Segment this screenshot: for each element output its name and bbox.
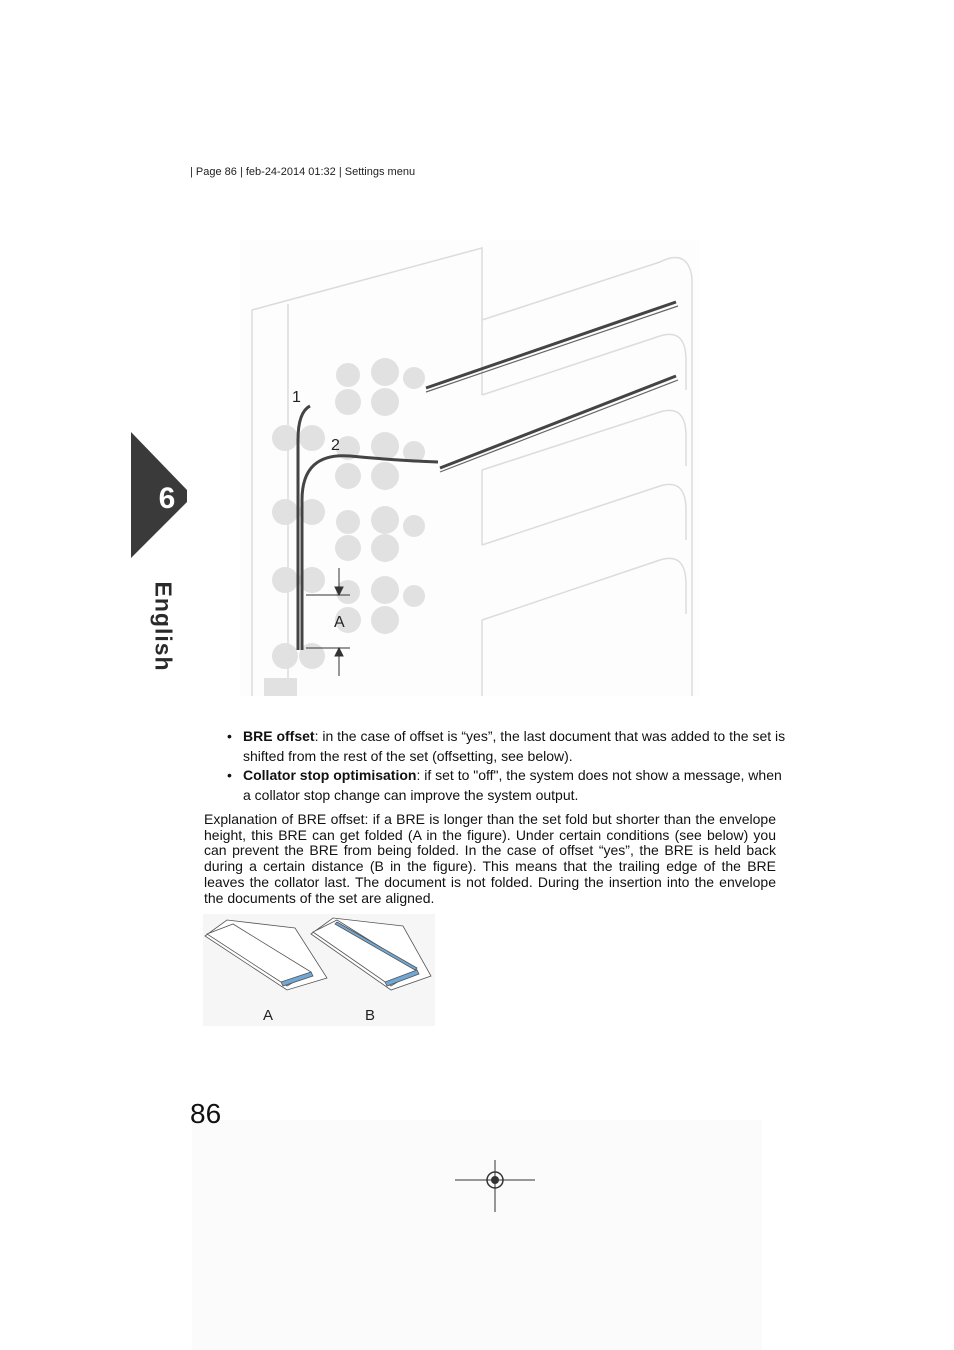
- label-2: 2: [331, 437, 340, 454]
- small-label-a: A: [263, 1007, 274, 1024]
- label-1: 1: [292, 389, 301, 406]
- chapter-tab: [131, 432, 187, 558]
- bullet-collator-stop: • Collator stop optimisation: if set to "off", the system does not show a message, when a collator stop change can improve the system output.: [227, 767, 782, 803]
- page-number: 86: [190, 1098, 222, 1129]
- term-bre-offset: BRE offset: [243, 728, 315, 744]
- collator-figure: [240, 240, 700, 696]
- desc-collator-stop: : if set to "off", the system does not show a message, when a collator stop change can improve the system output.: [243, 767, 782, 803]
- term-collator-stop: Collator stop optimisation: [243, 767, 417, 783]
- running-header: | Page 86 | feb-24-2014 01:32 | Settings menu: [190, 166, 416, 178]
- offset-figure: [203, 914, 435, 1026]
- label-a: A: [334, 614, 345, 631]
- small-label-b: B: [365, 1007, 376, 1024]
- bullet-bre-offset: • BRE offset: in the case of offset is “yes”, the last document that was added to the set is shifted from the rest of the set (offsetting, see below).: [227, 728, 786, 764]
- language-label: English: [150, 581, 177, 672]
- page-bottom-shade: [192, 1120, 762, 1350]
- desc-bre-offset: : in the case of offset is “yes”, the last document that was added to the set is shifted from the rest of the set (offsetting, see below).: [243, 728, 786, 764]
- chapter-number: 6: [158, 482, 176, 515]
- registration-mark-icon: [455, 1160, 535, 1212]
- explanation-paragraph: Explanation of BRE offset: if a BRE is longer than the set fold but shorter than the envelope height, this BRE can get folded (A in the figure). Under certain conditions (see below) you can prevent the BRE from being folded. In the case of offset “yes”, the BRE is held back during a certain distance (B in the figure). This means that the trailing edge of the BRE leaves the collator last. The document is not folded. During the insertion into the envelope the documents of the set are aligned.: [204, 811, 776, 906]
- settings-list: [226, 727, 786, 805]
